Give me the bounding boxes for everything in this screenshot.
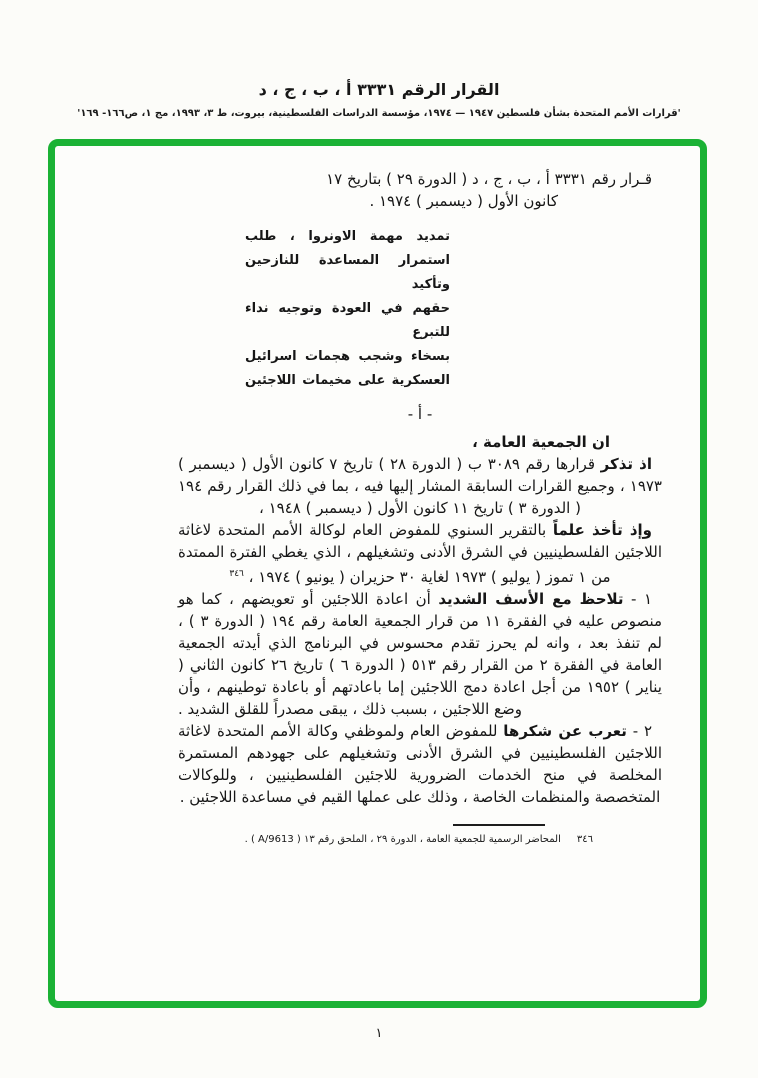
recital-1-text: قرارها رقم ٣٠٨٩ ب ( الدورة ٢٨ ) تاريخ ٧ كانون الأول ( ديسمبر ) ١٩٧٣ ، وجميع القرارات السابقة المشار إليها فيه ، بما في ذلك القرار رقم ١٩٤ ( الدورة ٣ ) تاريخ ١١ كانون الأول ( ديسمبر ) ١٩٤٨ ، <box>178 455 662 517</box>
summary-line: بسخاء وشجب هجمات اسرائيل <box>245 349 450 364</box>
resolution-body <box>55 146 700 1001</box>
section-marker: - أ - <box>407 405 433 423</box>
footnote-text: المحاضر الرسمية للجمعية العامة ، الدورة ٢٩ ، الملحق رقم ١٣ ( A/9613 ) . <box>244 834 561 845</box>
recital-paragraph-1 <box>178 453 662 519</box>
operative-paragraph-1 <box>178 588 662 720</box>
recital-2-text: بالتقرير السنوي للمفوض العام لوكالة الأمم المتحدة لاغاثة اللاجئين الفلسطينيين في الشرق الأدنى وتشغيلهم ، الذي يغطي الفترة الممتدة من ١ تموز ( يوليو ) ١٩٧٣ لغاية ٣٠ حزيران ( يونيو ) ١٩٧٤ ، <box>178 521 662 586</box>
footnote <box>178 833 593 847</box>
page-number: ١ <box>375 1026 383 1041</box>
footnote-separator <box>453 824 545 826</box>
resolution-heading-line2: كانون الأول ( ديسمبر ) ١٩٧٤ . <box>369 192 558 210</box>
recital-1-lead: اذ تذكر <box>600 455 652 473</box>
operative-1-number: ١ - <box>623 590 652 608</box>
operative-1-text: أن اعادة اللاجئين أو تعويضهم ، كما هو منصوص عليه في الفقرة ١١ من قرار الجمعية العامة رقم ١٩٤ ( الدورة ٣ ) ، لم تنفذ بعد ، وانه لم يحرز تقدم محسوس في البرنامج الذي أيدته الجمعية العامة في الفقرة ٢ من القرار رقم ٥١٣ ( الدورة ٦ ) تاريخ ٢٦ كانون الثاني ( يناير ) ١٩٥٢ من أجل اعادة دمج اللاجئين إما باعادتهم أو باعادة توطينهم ، وأن وضع اللاجئين ، بسبب ذلك ، يبقى مصدراً للقلق الشديد . <box>178 590 663 718</box>
recital-2-lead: وإذ تأخذ علماً <box>552 521 652 539</box>
operative-2-text: للمفوض العام ولموظفي وكالة الأمم المتحدة لاغاثة اللاجئين الفلسطينيين في الشرق الأدنى وتشغيلهم على جهودهم المستمرة المخلصة في منح الخدمات الضرورية للاجئين الفلسطينيين ، وللوكالات المتخصصة والمنظمات الخاصة ، وذلك على عملها القيم في مساعدة اللاجئين . <box>178 722 662 806</box>
resolution-heading-line1: قـرار رقم ٣٣٣١ أ ، ب ، ج ، د ( الدورة ٢٩ ) بتاريخ ١٧ <box>326 170 652 188</box>
operative-2-number: ٢ - <box>626 722 653 740</box>
summary-line: تمديد مهمة الاونروا ، طلب <box>245 229 450 244</box>
operative-paragraph-2 <box>178 720 662 808</box>
recital-paragraph-2 <box>178 519 662 588</box>
preamble-heading: ان الجمعية العامة ، <box>472 433 610 451</box>
source-citation: 'قرارات الأمم المتحدة بشأن فلسطين ١٩٤٧ — ١٩٧٤، مؤسسة الدراسات الفلسطينية، بيروت، ط ٣، ١٩٩٣، مج ١، ص١٦٦- ١٦٩' <box>77 108 681 119</box>
footnote-number: ٣٤٦ <box>576 834 593 845</box>
operative-1-lead: تلاحظ مع الأسف الشديد <box>438 590 624 608</box>
summary-line: العسكرية على مخيمات اللاجئين <box>245 373 450 388</box>
resolution-summary <box>245 225 450 393</box>
page-title: القرار الرقم ٣٣٣١ أ ، ب ، ج ، د <box>258 80 500 99</box>
resolution-frame <box>48 139 707 1008</box>
summary-line: حقهم في العودة وتوجيه نداء للتبرع <box>245 301 450 340</box>
operative-2-lead: تعرب عن شكرها <box>503 722 627 740</box>
summary-line: استمرار المساعدة للنازحين وتأكيد <box>245 253 450 292</box>
footnote-reference: ٣٤٦ <box>229 569 244 579</box>
